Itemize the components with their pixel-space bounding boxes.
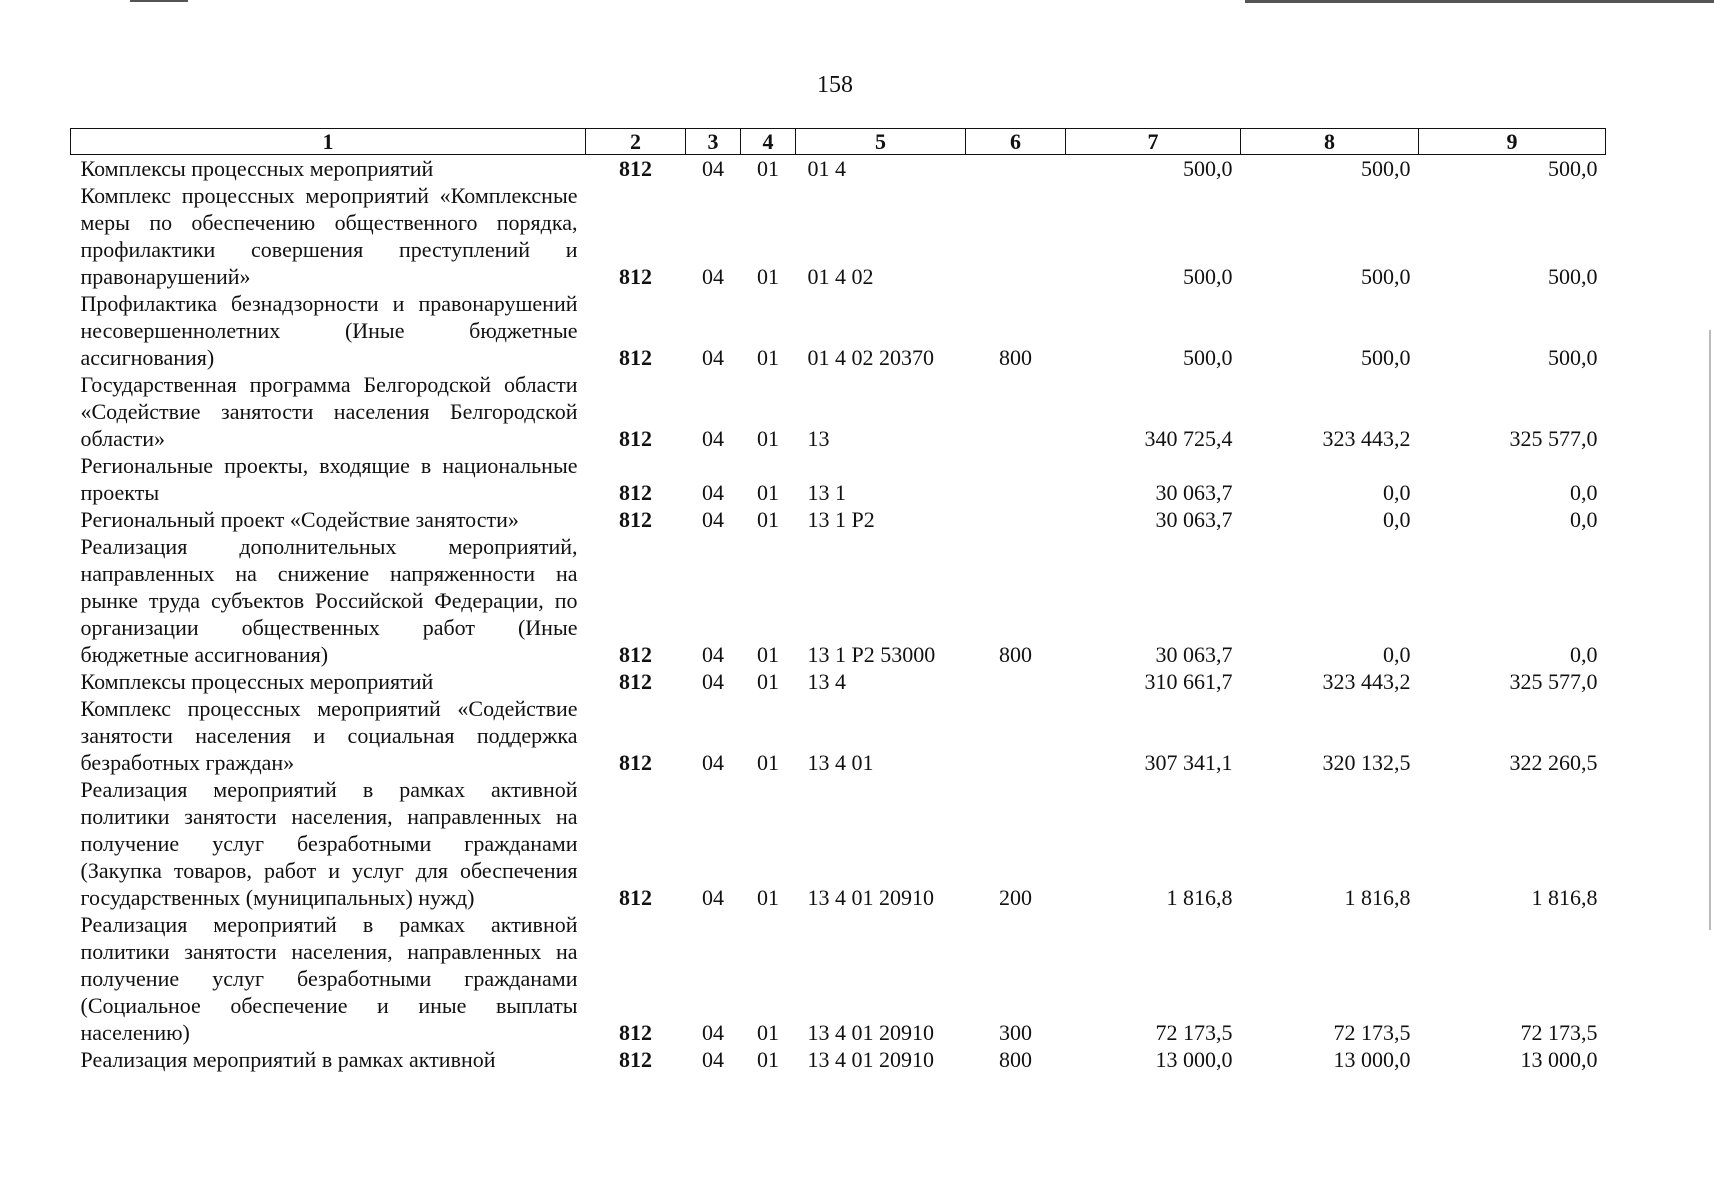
amount-col8: 0,0 xyxy=(1383,507,1411,532)
expense-type-code: 300 xyxy=(999,1020,1032,1045)
amount-col9: 322 260,5 xyxy=(1509,750,1598,775)
expense-type-code: 800 xyxy=(999,642,1032,667)
amount-col8: 1 816,8 xyxy=(1344,885,1411,910)
target-article-code: 13 4 01 xyxy=(807,750,874,775)
expense-type-code xyxy=(966,695,1066,776)
amount-col7: 1 816,8 xyxy=(1166,885,1233,910)
amount-col8: 500,0 xyxy=(1361,156,1411,181)
amount-col9: 325 577,0 xyxy=(1509,669,1598,694)
section-code: 04 xyxy=(702,885,724,910)
target-article-code: 13 xyxy=(807,426,830,451)
admin-code: 812 xyxy=(619,426,652,451)
column-header: 8 xyxy=(1241,129,1419,155)
section-code: 04 xyxy=(702,264,724,289)
column-header: 5 xyxy=(796,129,966,155)
amount-col8: 0,0 xyxy=(1383,480,1411,505)
row-description: Комплексы процессных мероприятий xyxy=(80,156,434,181)
column-header: 3 xyxy=(686,129,741,155)
admin-code: 812 xyxy=(619,885,652,910)
amount-col8: 500,0 xyxy=(1361,345,1411,370)
section-code: 04 xyxy=(702,1020,724,1045)
amount-col8: 320 132,5 xyxy=(1322,750,1411,775)
section-code: 04 xyxy=(702,345,724,370)
amount-col9: 0,0 xyxy=(1570,642,1598,667)
amount-col9: 72 173,5 xyxy=(1520,1020,1598,1045)
expense-type-code xyxy=(966,452,1066,506)
table-row xyxy=(71,155,1606,183)
section-code: 04 xyxy=(702,156,724,181)
amount-col7: 310 661,7 xyxy=(1144,669,1233,694)
row-description: Реализация дополнительных мероприятий, направленных на снижение напряженности на рынке труда субъектов Российской Федерации, по организации общественных работ (Иные бюджетные ассигнования) xyxy=(80,534,578,667)
budget-table xyxy=(70,128,1606,1073)
target-article-code: 01 4 02 xyxy=(807,264,874,289)
column-header: 7 xyxy=(1066,129,1241,155)
subsection-code: 01 xyxy=(757,480,779,505)
admin-code: 812 xyxy=(619,1020,652,1045)
row-description: Государственная программа Белгородской области «Содействие занятости населения Белгородской области» xyxy=(80,372,578,451)
row-description: Профилактика безнадзорности и правонарушений несовершеннолетних (Иные бюджетные ассигнования) xyxy=(80,291,578,370)
amount-col9: 1 816,8 xyxy=(1531,885,1598,910)
table-row xyxy=(71,182,1606,290)
target-article-code: 13 1 P2 xyxy=(807,507,875,532)
row-description: Комплекс процессных мероприятий «Комплексные меры по обеспечению общественного порядка, профилактики совершения преступлений и правонарушений» xyxy=(80,183,578,289)
row-description: Реализация мероприятий в рамках активной xyxy=(80,1047,496,1072)
subsection-code: 01 xyxy=(757,1020,779,1045)
table-row xyxy=(71,533,1606,668)
table-row xyxy=(71,290,1606,371)
target-article-code: 13 4 01 20910 xyxy=(807,885,934,910)
expense-type-code xyxy=(966,155,1066,183)
admin-code: 812 xyxy=(619,507,652,532)
table-row xyxy=(71,776,1606,911)
admin-code: 812 xyxy=(619,156,652,181)
target-article-code: 13 1 P2 53000 xyxy=(807,642,936,667)
table-row xyxy=(71,1046,1606,1073)
table-row xyxy=(71,371,1606,452)
section-code: 04 xyxy=(702,507,724,532)
amount-col7: 500,0 xyxy=(1183,264,1233,289)
row-description: Реализация мероприятий в рамках активной политики занятости населения, направленных на получение услуг безработными гражданами (Закупка товаров, работ и услуг для обеспечения государственных (муниципальных) нужд) xyxy=(80,777,578,910)
amount-col7: 30 063,7 xyxy=(1155,642,1233,667)
subsection-code: 01 xyxy=(757,669,779,694)
amount-col9: 325 577,0 xyxy=(1509,426,1598,451)
amount-col9: 500,0 xyxy=(1548,345,1598,370)
table-body xyxy=(71,155,1606,1074)
section-code: 04 xyxy=(702,426,724,451)
amount-col9: 13 000,0 xyxy=(1520,1047,1598,1072)
table-row xyxy=(71,452,1606,506)
subsection-code: 01 xyxy=(757,750,779,775)
row-description: Региональные проекты, входящие в национальные проекты xyxy=(80,453,578,505)
admin-code: 812 xyxy=(619,1047,652,1072)
target-article-code: 13 4 xyxy=(807,669,846,694)
column-header: 4 xyxy=(741,129,796,155)
admin-code: 812 xyxy=(619,642,652,667)
row-description: Региональный проект «Содействие занятости» xyxy=(80,507,519,532)
header-row xyxy=(71,129,1606,155)
subsection-code: 01 xyxy=(757,264,779,289)
expense-type-code xyxy=(966,371,1066,452)
subsection-code: 01 xyxy=(757,1047,779,1072)
target-article-code: 01 4 xyxy=(807,156,846,181)
amount-col8: 72 173,5 xyxy=(1333,1020,1411,1045)
subsection-code: 01 xyxy=(757,642,779,667)
admin-code: 812 xyxy=(619,480,652,505)
amount-col9: 0,0 xyxy=(1570,507,1598,532)
admin-code: 812 xyxy=(619,750,652,775)
admin-code: 812 xyxy=(619,669,652,694)
target-article-code: 13 4 01 20910 xyxy=(807,1047,934,1072)
amount-col7: 307 341,1 xyxy=(1144,750,1233,775)
column-header: 9 xyxy=(1419,129,1606,155)
section-code: 04 xyxy=(702,750,724,775)
amount-col8: 0,0 xyxy=(1383,642,1411,667)
target-article-code: 13 4 01 20910 xyxy=(807,1020,934,1045)
section-code: 04 xyxy=(702,1047,724,1072)
table-header xyxy=(71,129,1606,155)
subsection-code: 01 xyxy=(757,156,779,181)
amount-col8: 13 000,0 xyxy=(1333,1047,1411,1072)
table-row xyxy=(71,506,1606,533)
amount-col9: 500,0 xyxy=(1548,264,1598,289)
amount-col7: 500,0 xyxy=(1183,345,1233,370)
row-description: Реализация мероприятий в рамках активной политики занятости населения, направленных на получение услуг безработными гражданами (Социальное обеспечение и иные выплаты населению) xyxy=(80,912,578,1045)
subsection-code: 01 xyxy=(757,426,779,451)
amount-col9: 500,0 xyxy=(1548,156,1598,181)
table-row xyxy=(71,668,1606,695)
scan-edge-mark xyxy=(130,0,188,2)
table-row xyxy=(71,911,1606,1046)
subsection-code: 01 xyxy=(757,345,779,370)
section-code: 04 xyxy=(702,669,724,694)
amount-col7: 30 063,7 xyxy=(1155,507,1233,532)
amount-col7: 340 725,4 xyxy=(1144,426,1233,451)
amount-col9: 0,0 xyxy=(1570,480,1598,505)
expense-type-code: 200 xyxy=(999,885,1032,910)
page-number: 158 xyxy=(817,72,853,98)
row-description: Комплекс процессных мероприятий «Содействие занятости населения и социальная поддержка безработных граждан» xyxy=(80,696,578,775)
target-article-code: 13 1 xyxy=(807,480,846,505)
amount-col8: 323 443,2 xyxy=(1322,426,1411,451)
admin-code: 812 xyxy=(619,345,652,370)
section-code: 04 xyxy=(702,480,724,505)
expense-type-code: 800 xyxy=(999,345,1032,370)
amount-col8: 323 443,2 xyxy=(1322,669,1411,694)
column-header: 2 xyxy=(586,129,686,155)
target-article-code: 01 4 02 20370 xyxy=(807,345,934,370)
column-header: 1 xyxy=(71,129,586,155)
section-code: 04 xyxy=(702,642,724,667)
amount-col7: 500,0 xyxy=(1183,156,1233,181)
amount-col7: 72 173,5 xyxy=(1155,1020,1233,1045)
expense-type-code xyxy=(966,506,1066,533)
amount-col7: 30 063,7 xyxy=(1155,480,1233,505)
scan-edge-mark xyxy=(1709,330,1711,930)
table-row xyxy=(71,695,1606,776)
expense-type-code: 800 xyxy=(999,1047,1032,1072)
expense-type-code xyxy=(966,668,1066,695)
scan-edge-mark xyxy=(1245,0,1714,3)
subsection-code: 01 xyxy=(757,885,779,910)
column-header: 6 xyxy=(966,129,1066,155)
admin-code: 812 xyxy=(619,264,652,289)
subsection-code: 01 xyxy=(757,507,779,532)
amount-col8: 500,0 xyxy=(1361,264,1411,289)
amount-col7: 13 000,0 xyxy=(1155,1047,1233,1072)
expense-type-code xyxy=(966,182,1066,290)
row-description: Комплексы процессных мероприятий xyxy=(80,669,434,694)
